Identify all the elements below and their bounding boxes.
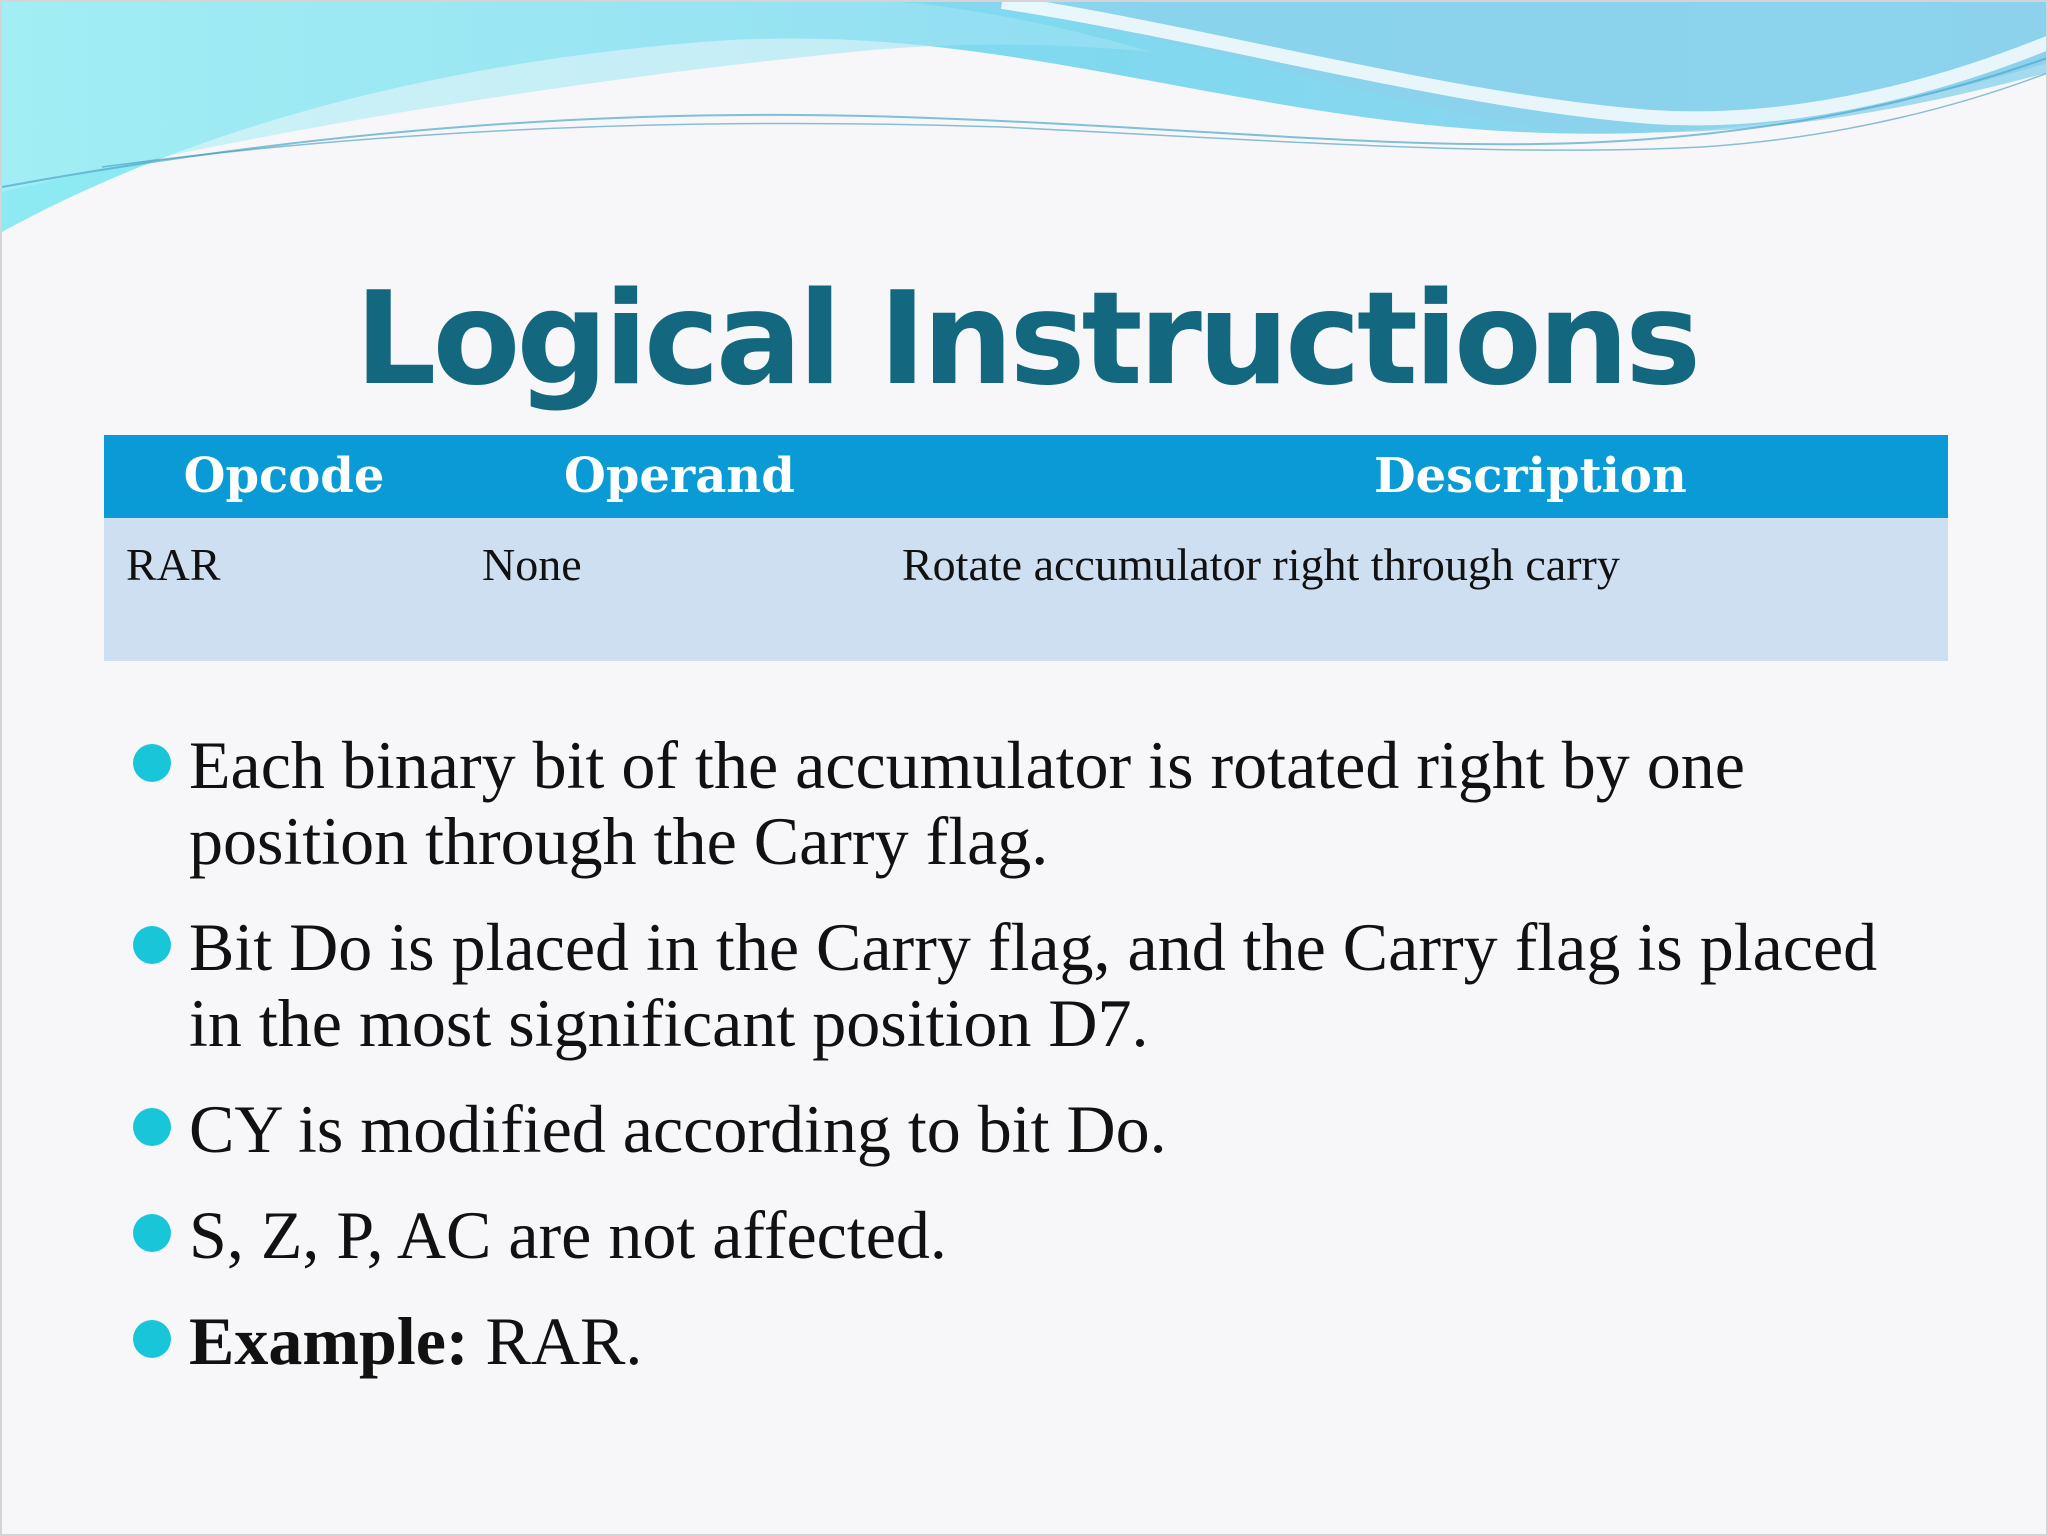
bullet-text: Bit Do is placed in the Carry flag, and the Carry flag is placed in the most significant position D7. <box>189 909 1878 1061</box>
bullet-dot-icon <box>133 1214 171 1252</box>
wave-header-decoration <box>2 2 2048 242</box>
bullet-item <box>127 1197 1927 1273</box>
bullet-item <box>127 1091 1927 1167</box>
slide-title: Logical Instructions <box>354 265 1698 414</box>
cell-description: Rotate accumulator right through carry <box>902 539 1620 590</box>
bullet-dot-icon <box>133 1320 171 1358</box>
header-opcode: Opcode <box>183 448 385 504</box>
bullet-text: Each binary bit of the accumulator is rotated right by one position through the Carry flag. <box>189 727 1745 879</box>
bullet-item-example <box>127 1303 1927 1379</box>
bullet-dot-icon <box>133 926 171 964</box>
instruction-table <box>104 435 1948 661</box>
bullet-list <box>127 727 1927 1409</box>
bullet-text: CY is modified according to bit Do. <box>189 1091 1167 1167</box>
cell-operand: None <box>482 539 582 590</box>
bullet-dot-icon <box>133 1108 171 1146</box>
example-text: RAR. <box>468 1303 643 1379</box>
header-operand: Operand <box>564 448 795 504</box>
example-label: Example: <box>189 1303 469 1379</box>
cell-opcode: RAR <box>126 539 221 590</box>
bullet-item <box>127 727 1927 879</box>
bullet-dot-icon <box>133 744 171 782</box>
bullet-text: S, Z, P, AC are not affected. <box>189 1197 947 1273</box>
header-description: Description <box>1374 448 1687 504</box>
table-header-row <box>104 435 1948 518</box>
table-row <box>104 518 1948 661</box>
bullet-item <box>127 909 1927 1061</box>
